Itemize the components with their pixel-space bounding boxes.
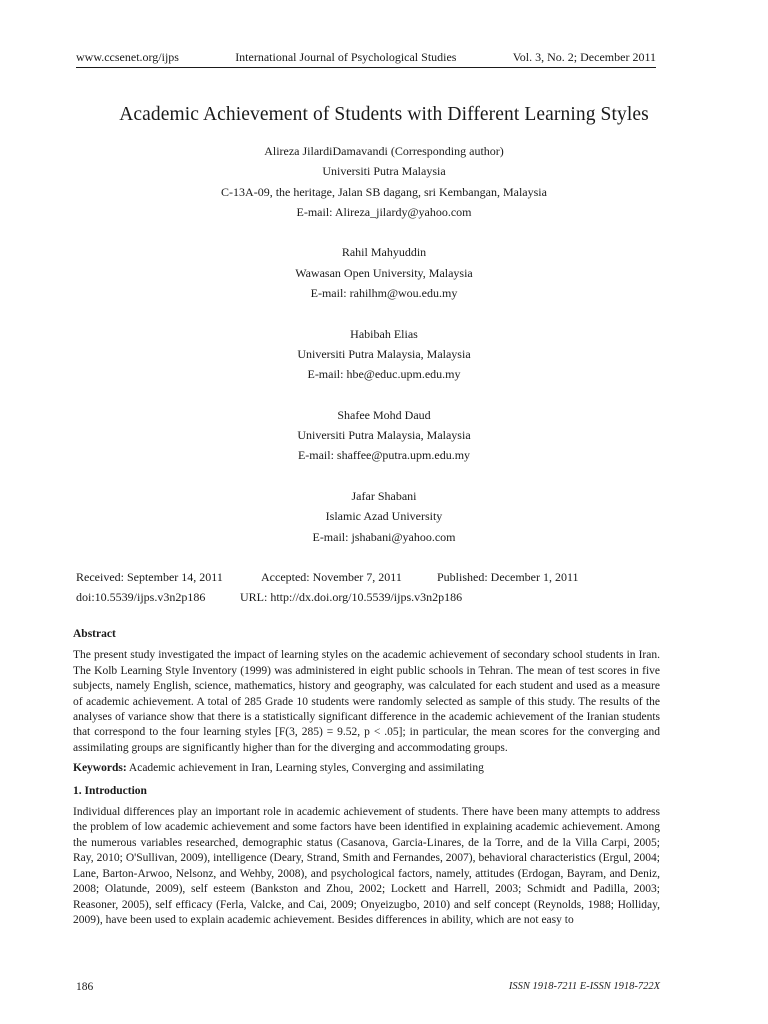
author-email: E-mail: rahilhm@wou.edu.my	[310, 286, 458, 301]
publication-meta	[76, 567, 579, 607]
volume-issue: Vol. 3, No. 2; December 2011	[512, 50, 656, 64]
author-email: E-mail: hbe@educ.upm.edu.my	[307, 367, 461, 382]
keywords	[73, 761, 660, 776]
keywords-label: Keywords:	[73, 762, 127, 775]
author-name: Jafar Shabani	[351, 489, 417, 504]
author-address: C-13A-09, the heritage, Jalan SB dagang, sri Kembangan, Malaysia	[221, 184, 547, 199]
author-block	[0, 242, 768, 303]
author-affiliation: Universiti Putra Malaysia	[322, 164, 446, 179]
author-affiliation: Islamic Azad University	[325, 509, 443, 524]
author-email: E-mail: shaffee@putra.upm.edu.my	[297, 448, 471, 463]
doi: doi:10.5539/ijps.v3n2p186	[76, 590, 206, 604]
author-affiliation: Wawasan Open University, Malaysia	[295, 265, 473, 280]
running-header	[76, 50, 656, 68]
author-name: Rahil Mahyuddin	[341, 245, 427, 260]
accepted-date: Accepted: November 7, 2011	[261, 570, 402, 584]
published-date: Published: December 1, 2011	[437, 570, 579, 584]
author-block	[0, 141, 768, 222]
author-affiliation: Universiti Putra Malaysia, Malaysia	[297, 428, 471, 443]
author-block	[0, 486, 768, 547]
issn: ISSN 1918-7211 E-ISSN 1918-722X	[508, 981, 660, 992]
author-email: E-mail: Alireza_jilardy@yahoo.com	[296, 204, 472, 219]
author-name: Habibah Elias	[350, 326, 418, 341]
page-footer	[76, 981, 660, 993]
abstract-heading: Abstract	[73, 628, 116, 640]
paper-title: Academic Achievement of Students with Different Learning Styles	[119, 104, 649, 125]
author-block	[0, 324, 768, 385]
author-name: Shafee Mohd Daud	[337, 407, 431, 422]
keywords-text: Academic achievement in Iran, Learning styles, Converging and assimilating	[126, 762, 484, 775]
paper-body	[73, 627, 660, 928]
page-number: 186	[76, 981, 94, 993]
introduction-text: Individual differences play an important role in academic achievement of students. There have been many attempts to address the problem of low academic achievement and some factors have been identified in explaining academic achievement. Among the numerous variables researched, demographic status (Casanova, Garcia-Linares, de la Torre, and de la Villa Carpi, 2005; Ray, 2010; O'Sullivan, 2009), intelligence (Deary, Strand, Smith and Fernandes, 2007), behavioral characteristics (Ergul, 2004; Lane, Barton-Arwoo, Nelsonz, and Wehby, 2008), and psychological factors, namely, attitudes (Erdogan, Bayram, and Deniz, 2008; Olatunde, 2009), self esteem (Bankston and Zhou, 2002; Lockett and Harrell, 2003; Schmidt and Padilla, 2003; Reasoner, 2005), self efficacy (Ferla, Valcke, and Cai, 2009; Onyeizugbo, 2010) and self concept (Reynolds, 1988; Holliday, 2009), have been used to explain academic achievement. Besides differences in ability, which are not easy to	[73, 806, 660, 926]
author-name: Alireza JilardiDamavandi (Corresponding author)	[264, 144, 504, 158]
author-email: E-mail: jshabani@yahoo.com	[312, 529, 456, 544]
introduction-heading: 1. Introduction	[73, 784, 147, 797]
journal-name: International Journal of Psychological Studies	[235, 50, 457, 64]
received-date: Received: September 14, 2011	[76, 570, 223, 584]
abstract-text: The present study investigated the impact of learning styles on the academic achievement of secondary school students in Iran. The Kolb Learning Style Inventory (1999) was administered in eight public schools in Tehran. The mean of test scores in five subjects, namely English, science, mathematics, history and geography, was calculated for each student and used as a measure of academic achievement. A total of 285 Grade 10 students were randomly selected as sample of this study. The results of the analyses of variance show that there is a statistically significant difference in the academic achievement of the Iranian students that correspond to the four learning styles [F(3, 285) = 9.52, p < .05]; in particular, the mean scores for the converging and assimilating groups are significantly higher than for the diverging and accommodating groups.	[73, 649, 660, 754]
doi-url: URL: http://dx.doi.org/10.5539/ijps.v3n2p186	[240, 590, 463, 604]
author-block	[0, 405, 768, 466]
author-affiliation: Universiti Putra Malaysia, Malaysia	[297, 346, 471, 361]
journal-url: www.ccsenet.org/ijps	[76, 50, 179, 64]
author-list	[0, 141, 768, 567]
